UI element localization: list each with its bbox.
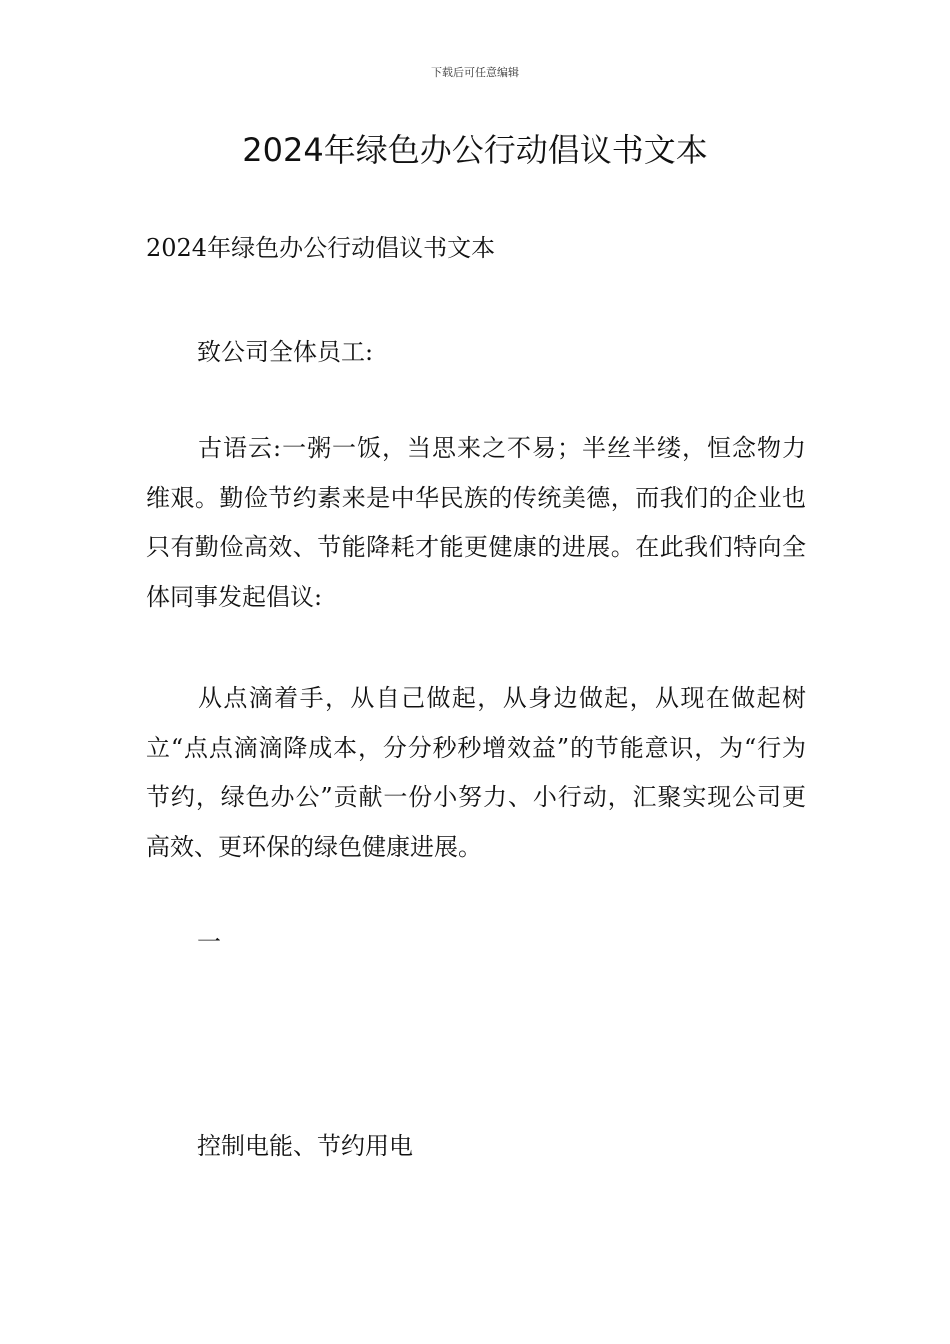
salutation: 致公司全体员工: bbox=[197, 338, 374, 366]
paragraph-appeal: 从点滴着手，从自己做起，从身边做起，从现在做起树立“点点滴滴降成本，分分秒秒增效益”的节能意识，为“行为节约，绿色办公”贡献一份小努力、小行动，汇聚实现公司更高效、更环保的绿色健康进展。 bbox=[146, 684, 806, 861]
section-heading: 控制电能、节约用电 bbox=[197, 1132, 413, 1160]
paragraph-intro: 古语云:一粥一饭，当思来之不易；半丝半缕，恒念物力维艰。勤俭节约素来是中华民族的传统美德，而我们的企业也只有勤俭高效、节能降耗才能更健康的进展。在此我们特向全体同事发起倡议: bbox=[146, 434, 806, 611]
section-marker: 一 bbox=[197, 928, 221, 956]
document-subtitle: 2024年绿色办公行动倡议书文本 bbox=[146, 234, 496, 262]
document-title: 2024年绿色办公行动倡议书文本 bbox=[242, 131, 708, 169]
header-note: 下载后可任意编辑 bbox=[431, 66, 519, 79]
